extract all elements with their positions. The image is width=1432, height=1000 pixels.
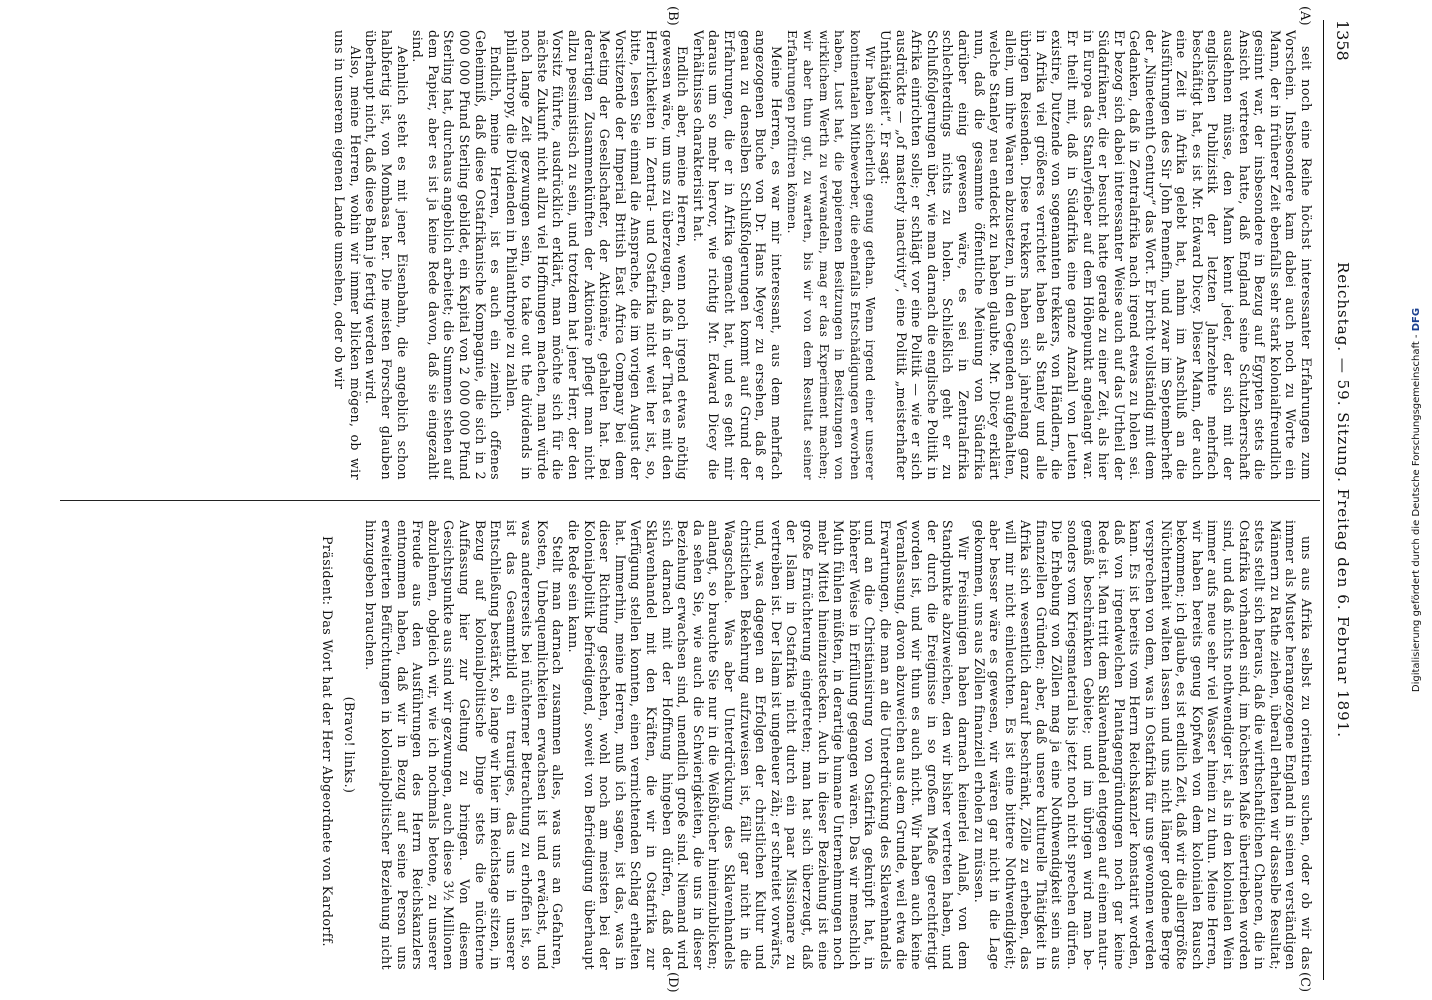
paragraph: Endlich aber, meine Herren, wenn noch irgend etwas nöthig gewesen wäre, um uns zu überzeugen, daß in der That es mit den Herrlichkeiten in Zentral- und Ostafrika nicht weit her ist, so, bitte, lesen Sie einmal die Ansprache, die im vorigen August der Vorsitzende der Imperial British East Africa Company bei dem Meeting der Gesellschafter, der Aktionäre, gehalten hat. Bei derartigen Zusammenkünften der Aktionäre pflegt man nicht allzu pessimistisch zu sein, und trotzdem hat jener Herr, der den Vorsitz führte, ausdrücklich erklärt, man möchte sich für die nächste Zukunft nicht allzu viel Hoffnungen machen, man würde noch lange Zeit gezwungen sein, to take out the dividends in philanthropy, die Dividenden in Philanthropie zu zahlen.	[503, 30, 691, 480]
quote-paragraph: Wir haben sicherlich genug gethan. Wenn irgend einer unserer kontinentalen Mitbewerber, die ebenfalls Entschädigungen erworben haben, Lust hat, die papierenen Besitzungen in Besitzungen von wirklichem Werth zu verwandeln, mag er das Experiment machen; wir aber thun gut, zu warten, bis wir von dem Resultat seiner Erfahrungen profitiren können.	[785, 30, 878, 480]
column-divider	[60, 500, 1320, 501]
marker-d: (D)	[665, 972, 680, 993]
credit-text	[1411, 20, 1429, 980]
marker-c: (C)	[1297, 972, 1312, 993]
session-title: Reichstag. — 59. Sitzung. Freitag den 6. Februar 1891.	[1334, 262, 1352, 738]
dfg-logo: DFG	[1411, 307, 1422, 332]
paragraph: seit noch eine Reihe höchst interessanter Erfahrungen zum Vorschein. Insbesondere kam dabei auch noch zu Worte ein Mann, der in früherer Zeit ebenfalls sehr stark kolonialfreundlich gesinnt war, der insbesondere in Bezug auf Egypten stets die Ansicht vertreten hatte, daß England seine Schutzherrschaft ausdehnen müsse, den Mann kennt jeder, der sich mit der englischen Publizistik der letzten Jahrzehnte mehrfach beschäftigt hat, es ist Mr. Edward Dicey. Dieser Mann, der auch eine Zeit in Afrika gelebt hat, nahm im Anschluß an die Ausführungen des Sir John Pennefin, und zwar im Septemberheft der „Nineteenth Century“ das Wort. Er bricht vollständig mit dem Gedanken, daß in Zentralafrika nach irgend etwas zu holen sei. Er bezog sich dabei interessanter Weise auch auf das Urtheil der Südafrikaner, die er besucht hatte gerade zu einer Zeit, als hier in Europa das Stanleyfieber auf dem Höhepunkt angelangt war. Er theilt mit, daß in Südafrika eine ganze Anzahl von Leuten existire, Dutzende von sogenannten trekkers, von Händlern, die in Afrika viel größeres verrichtet haben als Stanley und alle übrigen Reisenden. Diese trekkers haben sich jahrelang ganz allein, um ihre Waaren abzusetzen, in den Gegenden aufgehalten, welche Stanley neu entdeckt zu haben glaubte. Mr. Dicey erklärt nun, daß die gesammte öffentliche Meinung von Südafrika darüber einig gewesen wäre, es sei in Zentralafrika schlechterdings nichts zu holen. Schließlich geht er zu Schlußfolgerungen über, wie man darnach die englische Politik in Afrika einrichten solle; er schlägt vor eine Politik — wie er sich ausdrückte — „of masterly inactivity“, eine Politik „meisterhafter Unthätigkeit“. Er sagt:	[877, 30, 1314, 480]
paragraph: Wir Freisinnigen haben darnach keinerlei Anlaß, von dem Standpunkte abzuweichen, den wir bisher vertreten haben, und der durch die Ereignisse in so großem Maße gerechtfertigt worden ist, und wir thun es auch nicht. Wir haben auch keine Veranlassung, davon abzuweichen aus dem Grunde, weil etwa die Erwartungen, die man an die Unterdrückung des Sklavenhandels und an die Christianisirung von Ostafrika geknüpft hat, in höherer Weise in Erfüllung gegangen wären. Das wir menschlich Muth fühlen müßten, in derartige humane Unternehmungen noch mehr Mittel hineinzustecken. Auch in dieser Beziehung ist eine große Ernüchterung eingetreten; man hat sich überzeugt, daß der Islam in Ostafrika nicht durch ein paar Missionare zu vertreiben ist. Der Islam ist ungeheuer zäh; er schreitet vorwärts, und, was dagegen an Erfolgen der christlichen Kultur und christlichen Bekehrung aufzuweisen ist, fällt gar nicht in die Waagschale. Was aber Unterdrückung des Sklavenhandels anlangt, so brauchte Sie nur in die Weißbücher hineinzublicken; da sehen Sie, wie auch die Schwierigkeiten, die uns in dieser Beziehung erwachsen sind, unendlich große sind. Niemand wird sich darnach mit der Hoffnung hingeben dürfen, daß der Sklavenhandel mit den Kräften, die wir in Ostafrika zur Verfügung stellen konnten, einen vernichtenden Schlag erhalten hat. Immerhin, meine Herren, muß ich sagen, ist das, was in dieser Richtung geschehen, wohl noch am meisten bei der Kolonialpolitik befriedigend, soweit von Befriedigung überhaupt die Rede sein kann.	[566, 520, 971, 970]
digitization-credit-bar	[1408, 0, 1432, 1000]
right-column	[74, 520, 1314, 970]
president-speech: Präsident: Das Wort hat der Herr Abgeordnete von Kardorff.	[320, 536, 336, 947]
page-number: 1358	[1333, 20, 1352, 61]
paragraph: Endlich, meine Herren, ist es auch ein ziemlich offenes Geheimniß, daß diese Ostafrikanische Kompagnie, die sich in 2 000 000 Pfund Sterling gebildet, ein Kapital von 2 000 000 Pfund Sterling hat, durchaus angeblich arbeitet; die Summen stehen auf dem Papier, aber es ist ja keine Rede davon, daß sie eingezahlt sind.	[410, 30, 504, 480]
page-header	[1322, 0, 1352, 1000]
marker-a: (A)	[1297, 6, 1312, 26]
marker-b: (B)	[665, 6, 680, 26]
left-column	[74, 30, 1314, 480]
credit-label: Digitalisierung gefördert durch die Deutsche Forschungsgemeinschaft -	[1411, 334, 1422, 693]
header-rule	[1323, 20, 1324, 980]
paragraph: Aehnlich steht es mit jener Eisenbahn, die angeblich schon halbfertig ist, von Mombasa her. Die meisten Forscher glauben überhaupt nicht, daß diese Bahn je fertig werden wird.	[363, 30, 410, 480]
paragraph: uns aus Afrika selbst zu orientiren suchen, oder ob wir das immer als Muster herangezogene England in seinen verständigen Männern zu Rathe ziehen, überall erhalten wir dasselbe Resultat; stets stellt sich heraus, daß die wirthschaftlichen Chancen, die in Ostafrika vorhanden sind, im höchsten Maße übertrieben worden sind, und daß nichts nothwendiger ist, als in den kolonialen Wein immer aufs neue sehr viel Wasser hinein zu thun. Meine Herren, wir haben bereits genug Kopfweh von dem kolonialen Rausch bekommen; ich glaube, es ist endlich Zeit, daß wir die allergrößte Nüchternheit walten lassen und uns nicht länger goldene Berge versprechen von dem, was in Ostafrika für uns gewonnen werden kann. Es ist bereits vom Herrn Reichskanzler konstatirt worden, daß von irgendwelchen Plantagengründungen noch gar keine Rede ist. Man tritt dem Sklavenhandel entgegen auf einem naturgemäß beschränkten Gebiete; und im übrigen wird man besonders vom Kriegsmaterial bis jetzt noch nicht sprechen dürfen. Die Erhebung von Zöllen mag ja eine Nothwendigkeit sein aus finanziellen Gründen; aber, daß unsere kulturelle Thätigkeit in Afrika sich wesentlich darauf beschränkt, Zölle zu erheben, das will mir nicht einleuchten. Es ist eine bittere Nothwendigkeit; aber besser wäre es gewesen, wir wären gar nicht in die Lage gekommen, uns aus Zöllen finanziell erholen zu müssen.	[971, 520, 1314, 970]
paragraph: Meine Herren, es war mir interessant, aus dem mehrfach angezogenen Buche von Dr. Hans Meyer zu ersehen, daß er genau zu denselben Schlußfolgerungen kommt auf Grund der Erfahrungen, die er in Afrika gemacht hat, und es geht mir daraus um so mehr hervor, wie richtig Mr. Edward Dicey die Verhältnisse charakterisirt hat.	[690, 30, 784, 480]
paragraph: Stellt man darnach zusammen alles, was uns an Gefahren, Kosten, Unbequemlichkeiten erwachsen ist und erwächst, und was andererseits bei nüchterner Betrachtung zu erhoffen ist, so ist das Gesammtbild ein trauriges, das uns in unserer Entschließung bestärkt, so lange wir hier im Reichstage sitzen, in Bezug auf kolonialpolitische Dinge stets die nüchterne Auffassung hier zur Geltung zu bringen. Von diesem Gesichtspunkte aus sind wir gezwungen, auch diese 3½ Millionen abzulehnen, obgleich wir, wie ich nochmals betone, zu unserer Freude aus den Ausführungen des Herrn Reichskanzlers entnommen haben, daß wir in Bezug auf seine Person uns erweiterten Befürchtungen in kolonialpolitischer Beziehung nicht hinzugeben brauchen.	[363, 520, 566, 970]
applause-note: (Bravo! links.)	[341, 696, 357, 794]
paragraph: Also, meine Herren, wohin wir immer blicken mögen, ob wir uns in unserem eigenen Lande umsehen, oder ob wir	[332, 30, 363, 480]
rotated-page	[40, 0, 1370, 1000]
